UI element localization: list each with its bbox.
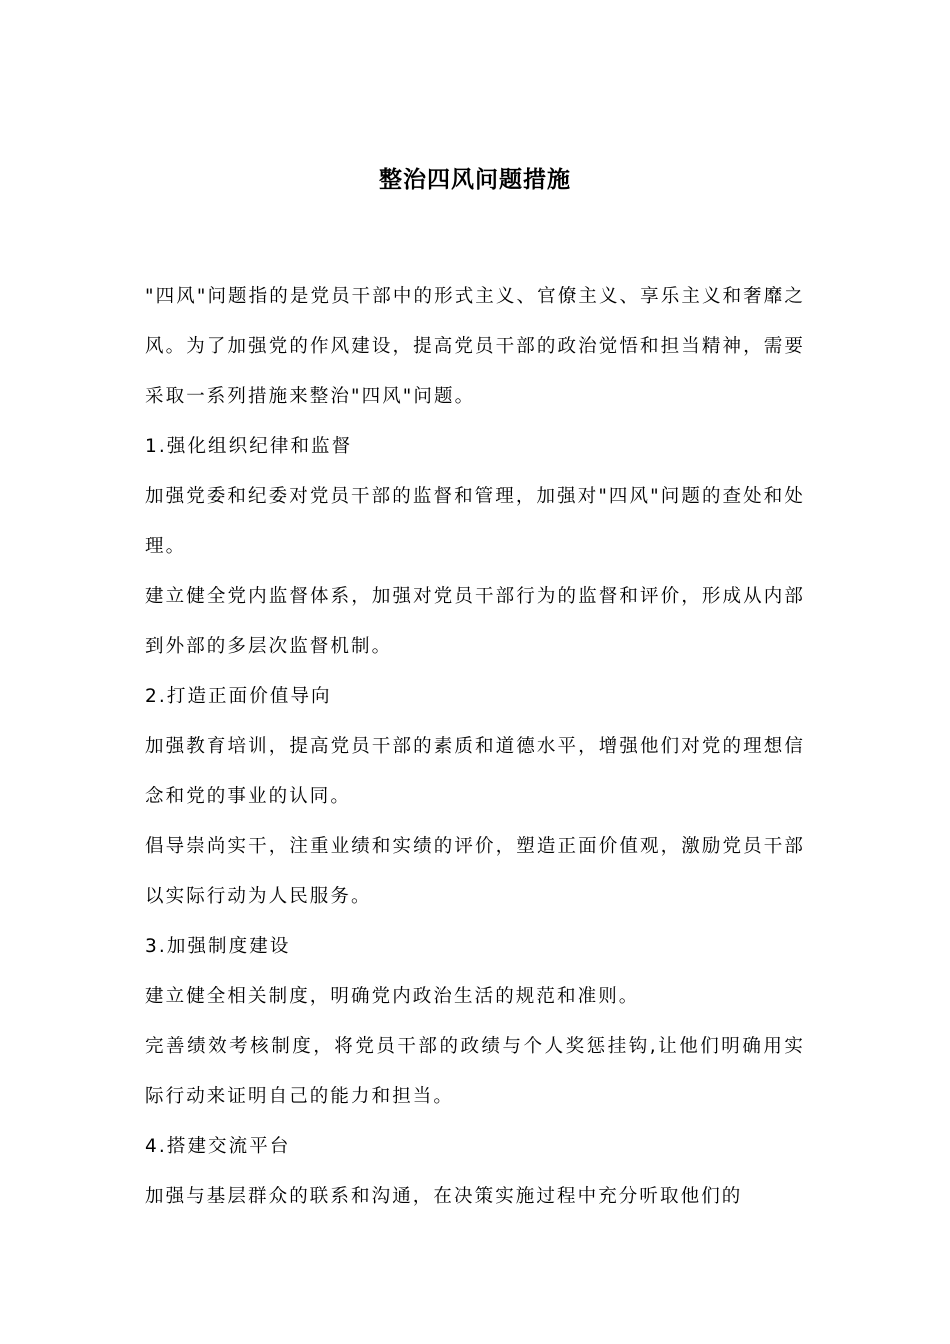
paragraph: 加强与基层群众的联系和沟通，在决策实施过程中充分听取他们的 xyxy=(145,1186,743,1207)
section-heading-3: 3.加强制度建设 xyxy=(145,936,291,957)
paragraph: 建立健全相关制度，明确党内政治生活的规范和准则。 xyxy=(145,986,640,1007)
paragraph: 倡导崇尚实干，注重业绩和实绩的评价，塑造正面价值观，激励党员干部以实际行动为人民服务。 xyxy=(145,836,805,907)
paragraph: 加强党委和纪委对党员干部的监督和管理，加强对"四风"问题的查处和处理。 xyxy=(145,486,805,557)
document-body xyxy=(145,272,805,1222)
section-heading-2: 2.打造正面价值导向 xyxy=(145,686,332,707)
paragraph: 建立健全党内监督体系，加强对党员干部行为的监督和评价，形成从内部到外部的多层次监督机制。 xyxy=(145,586,805,657)
paragraph: 完善绩效考核制度，将党员干部的政绩与个人奖惩挂钩,让他们明确用实际行动来证明自己的能力和担当。 xyxy=(145,1036,805,1107)
paragraph: 加强教育培训，提高党员干部的素质和道德水平，增强他们对党的理想信念和党的事业的认同。 xyxy=(145,736,805,807)
section-heading-4: 4.搭建交流平台 xyxy=(145,1136,291,1157)
intro-paragraph: "四风"问题指的是党员干部中的形式主义、官僚主义、享乐主义和奢靡之风。为了加强党的作风建设，提高党员干部的政治觉悟和担当精神，需要采取一系列措施来整治"四风"问题。 xyxy=(145,286,805,407)
section-heading-1: 1.强化组织纪律和监督 xyxy=(145,436,353,457)
document-title: 整治四风问题措施 xyxy=(379,166,571,193)
